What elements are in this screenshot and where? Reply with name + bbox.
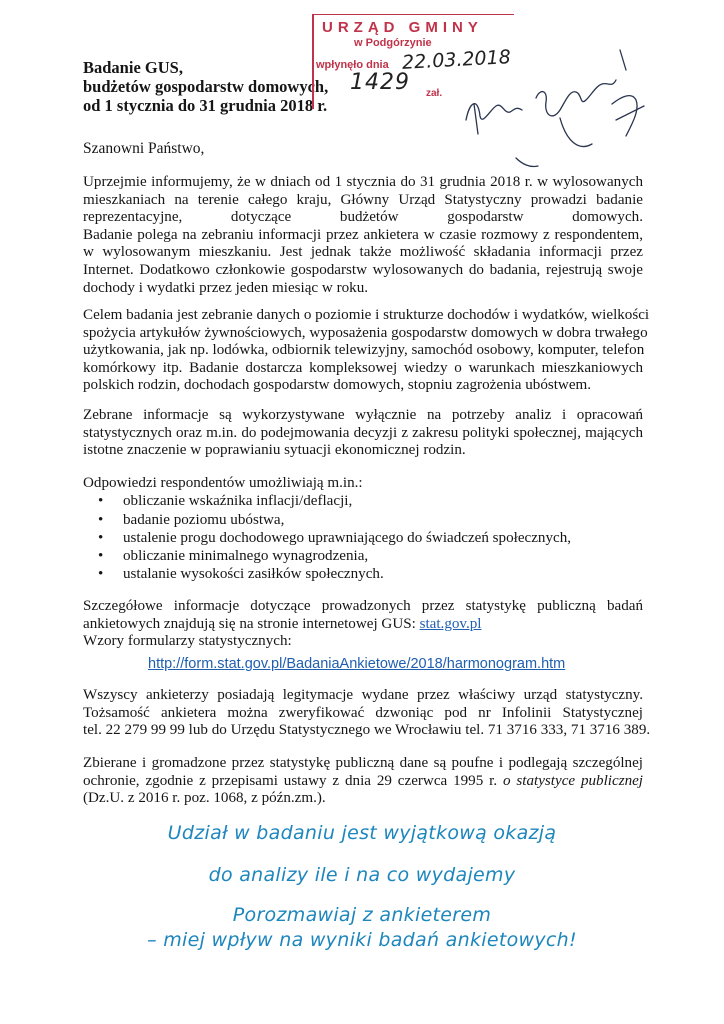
forms-url-link[interactable]: http://form.stat.gov.pl/BadaniaAnkietowe/2018/harmonogram.htm xyxy=(148,656,566,672)
stamp-number: 1429 xyxy=(350,70,410,95)
paragraph-interviewers xyxy=(83,687,651,740)
list-item: • ustalanie wysokości zasiłków społecznych. xyxy=(83,565,571,583)
interviewers-line: Wszyscy ankieterzy posiadają legitymacje wydane przez właściwy urząd statystyczny. xyxy=(83,687,643,703)
list-item: • obliczanie minimalnego wynagrodzenia, xyxy=(83,547,571,565)
stamp-office-location: w Podgórzynie xyxy=(354,37,432,49)
paragraph-purpose xyxy=(83,307,650,395)
details-line-2: ankietowych znajdują się na stronie internetowej GUS: stat.gov.pl xyxy=(83,615,482,632)
stat-gov-link[interactable]: stat.gov.pl xyxy=(419,615,482,632)
stamp-attachments-label: zał. xyxy=(426,88,443,99)
greeting: Szanowni Państwo, xyxy=(83,140,205,157)
slogan-line-1: Udział w badaniu jest wyjątkową okazją xyxy=(167,822,557,844)
confidentiality-line-1: Zbierane i gromadzone przez statystykę publiczną dane są poufne i podlegają szczególnej xyxy=(83,755,643,771)
stamp-received-label: wpłynęło dnia xyxy=(316,59,389,71)
stamp-date: 22.03.2018 xyxy=(401,46,512,74)
intro-line: w wylosowanym mieszkaniu. Jest jednak także możliwość składania informacji przez xyxy=(83,244,643,261)
handwritten-signature xyxy=(456,40,656,180)
usage-line: istotne znaczenie w poprawianiu sytuacji ekonomicznej rodzin. xyxy=(83,442,466,459)
bullet-list xyxy=(83,492,571,583)
title-line-2: budżetów gospodarstw domowych, xyxy=(83,77,329,96)
slogan-line-2: do analizy ile i na co wydajemy xyxy=(208,864,516,886)
uses-list xyxy=(83,474,571,584)
confidentiality-line-2: ochronie, zgodnie z przepisami ustawy z dnia 29 czerwca 1995 r. o statystyce publicznej xyxy=(83,772,644,789)
paragraph-details xyxy=(83,598,643,651)
confidentiality-line-3: (Dz.U. z 2016 r. poz. 1068, z późn.zm.). xyxy=(83,790,326,807)
slogan-line-4: – miej wpływ na wyniki badań ankietowych! xyxy=(147,929,577,951)
list-item: • obliczanie wskaźnika inflacji/deflacji, xyxy=(83,492,571,510)
intro-line: mieszkaniach na terenie całego kraju, Główny Urząd Statystyczny prowadzi badanie xyxy=(83,191,643,208)
interviewers-line: Tożsamość ankietera można zweryfikować dzwoniąc pod nr Infolinii Statystycznej xyxy=(83,704,643,721)
paragraph-intro xyxy=(83,174,643,297)
intro-line: reprezentacyjne, dotyczące budżetów gospodarstw domowych. xyxy=(83,209,643,226)
intro-line: Internet. Dodatkowo członkowie gospodarstw wylosowanych do badania, rejestrują swoje xyxy=(83,261,643,278)
uses-list-intro: Odpowiedzi respondentów umożliwiają m.in.: xyxy=(83,475,363,491)
paragraph-confidentiality xyxy=(83,755,643,808)
list-item: • ustalenie progu dochodowego uprawniającego do świadczeń społecznych, xyxy=(83,529,571,547)
intro-line: Badanie polega na zebraniu informacji przez ankietera w czasie rozmowy z respondentem, xyxy=(83,226,643,243)
usage-line: statystycznych oraz m.in. do podejmowania decyzji z zakresu polityki społecznej, mających xyxy=(83,424,643,441)
stamp-office-name: URZĄD GMINY xyxy=(322,19,483,36)
document-title xyxy=(83,58,328,115)
paragraph-usage xyxy=(83,407,643,460)
usage-line: Zebrane informacje są wykorzystywane wyłącznie na potrzeby analiz i opracowań xyxy=(83,407,643,423)
title-line-3: od 1 stycznia do 31 grudnia 2018 r. xyxy=(83,96,328,115)
list-item: • badanie poziomu ubóstwa, xyxy=(83,511,571,529)
intro-line: Uprzejmie informujemy, że w dniach od 1 stycznia do 31 grudnia 2018 r. w wylosowanych xyxy=(83,174,643,190)
purpose-line: Celem badania jest zebranie danych o poziomie i strukturze dochodów i wydatków, wielkości xyxy=(83,307,650,323)
slogan-line-3: Porozmawiaj z ankieterem xyxy=(232,904,492,926)
details-line-3: Wzory formularzy statystycznych: xyxy=(83,633,292,650)
intro-line: dochody i wydatki przez jeden miesiąc w roku. xyxy=(83,279,369,296)
purpose-line: komórkowy itp. Badanie dostarcza kompleksowej wiedzy o warunkach mieszkaniowych xyxy=(83,359,643,376)
purpose-line: spożycia artykułów żywnościowych, wyposażenia gospodarstw domowych w dobra trwałego xyxy=(83,324,648,341)
title-line-1: Badanie GUS, xyxy=(83,58,183,77)
purpose-line: użytkowania, jak np. lodówka, odbiornik telewizyjny, samochód osobowy, komputer, telefon xyxy=(83,342,645,359)
interviewers-line: tel. 22 279 99 99 lub do Urzędu Statystycznego we Wrocławiu tel. 71 3716 333, 71 3716 389. xyxy=(83,722,651,739)
purpose-line: polskich rodzin, dochodach gospodarstw domowych, stopniu zagrożenia ubóstwem. xyxy=(83,377,592,394)
details-line-1: Szczegółowe informacje dotyczące prowadzonych przez statystykę publiczną badań xyxy=(83,598,643,614)
